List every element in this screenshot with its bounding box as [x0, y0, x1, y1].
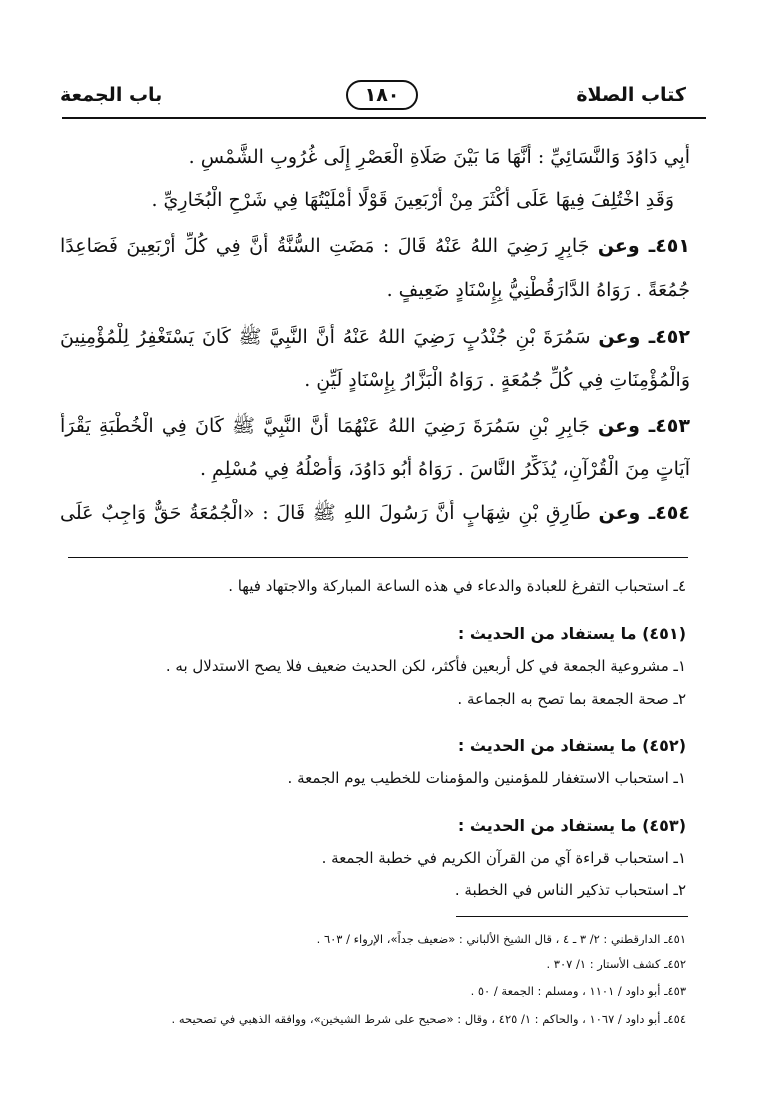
- header-divider: [62, 117, 706, 119]
- hadith-number: ٤٥٣ـ وعن: [598, 415, 690, 437]
- benefit-item: ٢ـ صحة الجمعة بما تصح به الجماعة .: [457, 690, 686, 708]
- section-heading-452: (٤٥٢) ما يستفاد من الحديث :: [457, 736, 686, 755]
- benefit-item: ١ـ استحباب قراءة آي من القرآن الكريم في خطبة الجمعة .: [321, 849, 686, 867]
- hadith-454-line: [60, 499, 690, 527]
- main-text-line: أَبِي دَاوُدَ وَالنَّسَائِيِّ : أَنَّهَا مَا بَيْنَ صَلَاةِ الْعَصْرِ إِلَى غُرُوبِ الشَّمْسِ .: [188, 146, 690, 168]
- footnote-divider: [456, 916, 688, 917]
- section-heading-451: (٤٥١) ما يستفاد من الحديث :: [457, 624, 686, 643]
- chapter-title: باب الجمعة: [60, 84, 163, 106]
- hadith-number: ٤٥٢ـ وعن: [598, 326, 690, 348]
- benefit-item: ٤ـ استحباب التفرغ للعبادة والدعاء في هذه الساعة المباركة والاجتهاد فيها .: [228, 577, 686, 595]
- hadith-452-line: [60, 323, 690, 351]
- benefit-item: ٢ـ استحباب تذكير الناس في الخطبة .: [454, 881, 686, 899]
- hadith-number: ٤٥١ـ وعن: [597, 235, 690, 257]
- book-title: كتاب الصلاة: [576, 84, 686, 106]
- hadith-text: جَابِرٍ رَضِيَ اللهُ عَنْهُ قَالَ : مَضَتِ السُّنَّةُ أَنَّ فِي كُلِّ أَرْبَعِينَ فَصَاعِدًا: [60, 235, 598, 257]
- page-number: ١٨٠: [346, 80, 418, 110]
- hadith-453-line: [60, 412, 690, 440]
- benefit-item: ١ـ مشروعية الجمعة في كل أربعين فأكثر، لكن الحديث ضعيف فلا يصح الاستدلال به .: [165, 657, 686, 675]
- hadith-number: ٤٥٤ـ وعن: [598, 502, 690, 524]
- footnote: ٤٥١ـ الدارقطني : ٢/ ٣ ـ ٤ ، قال الشيخ الألباني : «ضعيف جداً»، الإرواء / ٦٠٣ .: [316, 932, 686, 946]
- hadith-452-line: وَالْمُؤْمِنَاتِ فِي كُلِّ جُمُعَةٍ . رَوَاهُ الْبَزَّارُ بِإِسْنَادٍ لَيِّنٍ .: [304, 369, 690, 391]
- hadith-text: طَارِقِ بْنِ شِهَابٍ أَنَّ رَسُولَ اللهِ ﷺ قَالَ : «الْجُمُعَةُ حَقٌّ وَاجِبٌ عَلَى: [60, 502, 599, 524]
- main-text-line: وَقَدِ اخْتُلِفَ فِيهَا عَلَى أَكْثَرَ مِنْ أَرْبَعِينَ قَوْلًا أَمْلَيْتُهَا فِي شَرْحِ الْبُخَارِيِّ .: [151, 189, 674, 211]
- hadith-text: سَمُرَةَ بْنِ جُنْدُبٍ رَضِيَ اللهُ عَنْهُ أَنَّ النَّبِيَّ ﷺ كَانَ يَسْتَغْفِرُ لِلْمُؤْمِنِينَ: [60, 326, 599, 348]
- commentary-divider: [68, 557, 688, 558]
- hadith-451-line: جُمُعَةً . رَوَاهُ الدَّارَقُطْنِيُّ بِإِسْنَادٍ ضَعِيفٍ .: [386, 279, 690, 301]
- footnote: ٤٥٣ـ أبو داود / ١١٠١ ، ومسلم : الجمعة / ٥٠ .: [470, 984, 686, 998]
- hadith-453-line: آيَاتٍ مِنَ الْقُرْآنِ، يُذَكِّرُ النَّاسَ . رَوَاهُ أَبُو دَاوُدَ، وَأَصْلُهُ فِي مُسْلِمٍ .: [199, 458, 690, 480]
- section-heading-453: (٤٥٣) ما يستفاد من الحديث :: [457, 816, 686, 835]
- footnote: ٤٥٤ـ أبو داود / ١٠٦٧ ، والحاكم : ١/ ٤٢٥ ، وقال : «صحيح على شرط الشيخين»، ووافقه الذهبي في تصحيحه .: [171, 1012, 686, 1026]
- hadith-451-line: [60, 232, 690, 260]
- benefit-item: ١ـ استحباب الاستغفار للمؤمنين والمؤمنات للخطيب يوم الجمعة .: [287, 769, 686, 787]
- hadith-text: جَابِرِ بْنِ سَمُرَةَ رَضِيَ اللهُ عَنْهُمَا أَنَّ النَّبِيَّ ﷺ كَانَ فِي الْخُطْبَةِ يَقْرَأُ: [60, 415, 599, 437]
- footnote: ٤٥٢ـ كشف الأستار : ١/ ٣٠٧ .: [546, 957, 686, 971]
